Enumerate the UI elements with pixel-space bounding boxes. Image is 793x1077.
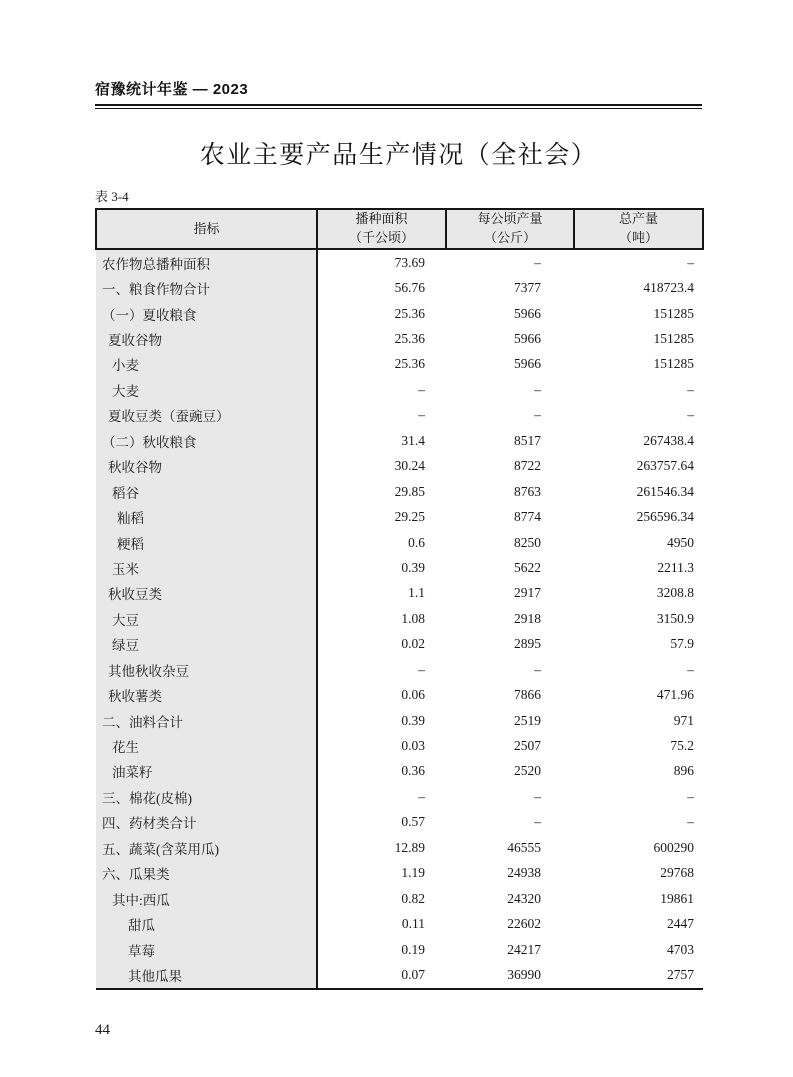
row-sown-area-value: 0.82 xyxy=(401,890,425,906)
row-indicator: 其他瓜果 xyxy=(96,962,317,988)
row-yield-value: 46555 xyxy=(507,839,541,855)
column-header-indicator-label: 指标 xyxy=(193,220,220,236)
row-yield-value: 24217 xyxy=(507,941,541,957)
row-yield-value: 2520 xyxy=(514,763,541,779)
row-output-value: 4950 xyxy=(667,534,694,550)
table-row xyxy=(96,708,703,733)
table-row xyxy=(96,835,703,860)
row-yield-value: 2918 xyxy=(514,610,541,626)
row-output-value: 267438.4 xyxy=(643,432,694,448)
row-yield-value: – xyxy=(534,381,541,397)
table-row xyxy=(96,784,703,809)
column-header-yield-unit: （公斤） xyxy=(483,230,536,245)
row-indicator: 籼稻 xyxy=(96,504,317,529)
table-row xyxy=(96,479,703,504)
row-indicator: 甜瓜 xyxy=(96,911,317,936)
header-rule-thick xyxy=(95,104,702,106)
row-yield-value: 5966 xyxy=(514,305,541,321)
row-yield-value: 5622 xyxy=(514,559,541,575)
row-yield-value: – xyxy=(534,661,541,677)
row-output-value: – xyxy=(687,814,694,830)
row-sown-area-value: 0.39 xyxy=(401,712,425,728)
row-indicator: 五、蔬菜(含菜用瓜) xyxy=(96,835,317,860)
table-row xyxy=(96,759,703,784)
page-number: 44 xyxy=(95,1021,110,1038)
row-yield-value: 8250 xyxy=(514,534,541,550)
row-yield-value: 2519 xyxy=(514,712,541,728)
table-header-row xyxy=(96,209,703,249)
table-row xyxy=(96,555,703,580)
table-header xyxy=(96,209,703,249)
table-row xyxy=(96,861,703,886)
row-indicator: 花生 xyxy=(96,733,317,758)
row-output-value: 2211.3 xyxy=(657,559,694,575)
row-sown-area-value: 0.07 xyxy=(401,966,425,982)
row-indicator: 大豆 xyxy=(96,606,317,631)
row-sown-area-value: 31.4 xyxy=(401,432,425,448)
row-output-value: 600290 xyxy=(653,839,694,855)
row-output-value: 29768 xyxy=(660,865,694,881)
row-indicator: 夏收谷物 xyxy=(96,326,317,351)
row-output-value: 471.96 xyxy=(656,687,694,703)
running-header-text: 宿豫统计年鉴 — 2023 xyxy=(95,81,249,98)
column-header-output xyxy=(574,209,703,249)
table-body xyxy=(96,249,703,989)
row-indicator: （二）秋收粮食 xyxy=(96,428,317,453)
row-yield-value: 8517 xyxy=(514,432,541,448)
row-indicator: 小麦 xyxy=(96,352,317,377)
table-row xyxy=(96,962,703,988)
row-yield-value: 7377 xyxy=(514,280,541,296)
row-sown-area-value: – xyxy=(418,407,425,423)
row-output-value: 263757.64 xyxy=(636,458,694,474)
column-header-yield-label: 每公顷产量 xyxy=(477,211,543,227)
row-sown-area-value: 29.25 xyxy=(394,509,425,525)
row-indicator: 绿豆 xyxy=(96,632,317,657)
row-indicator: 其他秋收杂豆 xyxy=(96,657,317,682)
column-header-sown-area-unit: （千公顷） xyxy=(348,230,414,245)
table-row xyxy=(96,657,703,682)
row-sown-area-value: 1.19 xyxy=(401,865,425,881)
row-indicator: 油菜籽 xyxy=(96,759,317,784)
row-yield-value: 5966 xyxy=(514,331,541,347)
row-output-value: 151285 xyxy=(653,356,694,372)
row-indicator: 夏收豆类（蚕豌豆） xyxy=(96,403,317,428)
row-output-value: 3150.9 xyxy=(656,610,694,626)
row-output-value: 261546.34 xyxy=(636,483,694,499)
table-row xyxy=(96,581,703,606)
row-yield-value: 7866 xyxy=(514,687,541,703)
table-row xyxy=(96,326,703,351)
row-yield-value: – xyxy=(534,788,541,804)
row-sown-area-value: 1.08 xyxy=(401,610,425,626)
table-row xyxy=(96,454,703,479)
row-output-value: – xyxy=(687,788,694,804)
row-output-value: 57.9 xyxy=(670,636,694,652)
column-header-sown-area-label: 播种面积 xyxy=(355,211,408,227)
row-yield-value: – xyxy=(534,814,541,830)
row-sown-area-value: 12.89 xyxy=(394,839,425,855)
row-indicator: 秋收豆类 xyxy=(96,581,317,606)
row-yield-value: 36990 xyxy=(507,966,541,982)
table-row xyxy=(96,733,703,758)
row-yield-value: – xyxy=(534,254,541,270)
row-output-value: 151285 xyxy=(653,305,694,321)
row-indicator: 秋收谷物 xyxy=(96,454,317,479)
row-sown-area-value: 25.36 xyxy=(394,331,425,347)
column-header-output-unit: （吨） xyxy=(618,230,658,245)
row-yield-value: 2895 xyxy=(514,636,541,652)
row-output-value: – xyxy=(687,254,694,270)
row-output-value: 418723.4 xyxy=(643,280,694,296)
row-indicator: 秋收薯类 xyxy=(96,682,317,707)
table-row xyxy=(96,403,703,428)
row-sown-area-value: 0.06 xyxy=(401,687,425,703)
table-row xyxy=(96,682,703,707)
row-sown-area-value: 29.85 xyxy=(394,483,425,499)
row-output-value: 3208.8 xyxy=(656,585,694,601)
row-yield-value: 22602 xyxy=(507,916,541,932)
row-indicator: 大麦 xyxy=(96,377,317,402)
row-indicator: （一）夏收粮食 xyxy=(96,301,317,326)
row-indicator: 稻谷 xyxy=(96,479,317,504)
row-output-value: 4703 xyxy=(667,941,694,957)
row-output-value: – xyxy=(687,661,694,677)
row-indicator: 六、瓜果类 xyxy=(96,861,317,886)
row-yield-value: 2507 xyxy=(514,738,541,754)
table-row xyxy=(96,352,703,377)
row-yield-value: – xyxy=(534,407,541,423)
row-sown-area-value: 30.24 xyxy=(394,458,425,474)
row-yield-value: 24938 xyxy=(507,865,541,881)
table-row xyxy=(96,632,703,657)
table-row xyxy=(96,911,703,936)
row-output-value: – xyxy=(687,381,694,397)
row-sown-area-value: 0.39 xyxy=(401,559,425,575)
row-sown-area-value: 1.1 xyxy=(408,585,425,601)
row-sown-area-value: 25.36 xyxy=(394,305,425,321)
row-output-value: 896 xyxy=(673,763,694,779)
table-row xyxy=(96,606,703,631)
table-number-label: 表 3-4 xyxy=(95,189,129,204)
row-indicator: 一、粮食作物合计 xyxy=(96,275,317,300)
row-indicator: 三、棉花(皮棉) xyxy=(96,784,317,809)
row-sown-area-value: – xyxy=(418,381,425,397)
production-table xyxy=(95,208,704,990)
row-sown-area-value: 0.6 xyxy=(408,534,425,550)
row-output-value: 2447 xyxy=(667,916,694,932)
column-header-output-label: 总产量 xyxy=(618,211,658,227)
row-indicator: 玉米 xyxy=(96,555,317,580)
row-indicator: 草莓 xyxy=(96,937,317,962)
row-yield-value: 24320 xyxy=(507,890,541,906)
row-sown-area-value: 0.19 xyxy=(401,941,425,957)
row-sown-area-value: 0.36 xyxy=(401,763,425,779)
table-row xyxy=(96,301,703,326)
table-row xyxy=(96,377,703,402)
row-indicator: 其中:西瓜 xyxy=(96,886,317,911)
row-sown-area-value: 56.76 xyxy=(394,280,425,296)
row-indicator: 二、油料合计 xyxy=(96,708,317,733)
row-yield-value: 8722 xyxy=(514,458,541,474)
column-header-sown-area xyxy=(317,209,446,249)
row-indicator: 四、药材类合计 xyxy=(96,810,317,835)
row-sown-area-value: 0.03 xyxy=(401,738,425,754)
row-output-value: – xyxy=(687,407,694,423)
table-row xyxy=(96,428,703,453)
table-row xyxy=(96,530,703,555)
column-header-yield xyxy=(446,209,574,249)
page-title: 农业主要产品生产情况（全社会） xyxy=(199,142,598,169)
table-row xyxy=(96,886,703,911)
row-yield-value: 2917 xyxy=(514,585,541,601)
row-output-value: 2757 xyxy=(667,966,694,982)
table-row xyxy=(96,249,703,275)
row-sown-area-value: 0.11 xyxy=(401,916,425,932)
row-yield-value: 5966 xyxy=(514,356,541,372)
row-indicator: 农作物总播种面积 xyxy=(96,249,317,275)
row-sown-area-value: 73.69 xyxy=(394,254,425,270)
table-row xyxy=(96,275,703,300)
running-header xyxy=(95,78,702,99)
row-output-value: 75.2 xyxy=(670,738,694,754)
row-output-value: 19861 xyxy=(660,890,694,906)
table-row xyxy=(96,504,703,529)
row-sown-area-value: 25.36 xyxy=(394,356,425,372)
header-rule-thin xyxy=(95,108,702,109)
row-sown-area-value: 0.02 xyxy=(401,636,425,652)
table-row xyxy=(96,937,703,962)
row-yield-value: 8774 xyxy=(514,509,541,525)
row-sown-area-value: – xyxy=(418,661,425,677)
row-output-value: 151285 xyxy=(653,331,694,347)
row-output-value: 971 xyxy=(673,712,694,728)
row-sown-area-value: 0.57 xyxy=(401,814,425,830)
page-content xyxy=(95,0,702,1039)
row-sown-area-value: – xyxy=(418,788,425,804)
table-row xyxy=(96,810,703,835)
row-output-value: 256596.34 xyxy=(636,509,694,525)
row-yield-value: 8763 xyxy=(514,483,541,499)
row-indicator: 粳稻 xyxy=(96,530,317,555)
column-header-indicator xyxy=(96,209,317,249)
